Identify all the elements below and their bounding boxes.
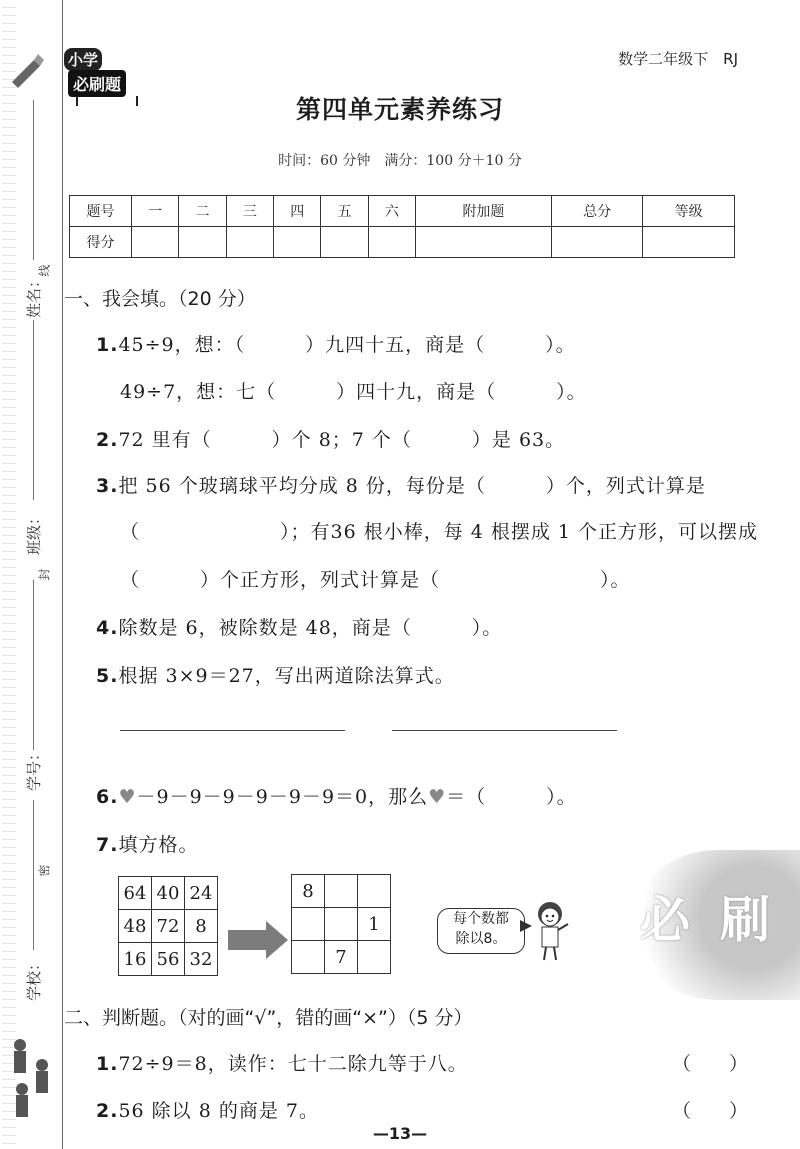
grid-cell: 1 xyxy=(358,908,391,941)
section2-heading: 二、判断题。（对的画“√”，错的画“×”）（5 分） xyxy=(64,1007,473,1029)
grid-cell: 56 xyxy=(152,943,185,976)
question-6 xyxy=(96,782,577,809)
judge-answer-paren[interactable]: （ ） xyxy=(672,1100,749,1122)
question-7 xyxy=(96,830,198,857)
margin-figures-decoration xyxy=(8,1025,56,1125)
question-5 xyxy=(96,661,455,688)
question-text: 根据 3×9＝27，写出两道除法算式。 xyxy=(118,665,455,687)
logo-line1: 小学 xyxy=(64,48,102,71)
score-table-header-row xyxy=(70,196,735,227)
question-number: 3. xyxy=(96,475,119,497)
hint-line1: 每个数都 xyxy=(453,911,509,927)
answer-line[interactable] xyxy=(120,730,345,731)
secret-mark: 密 xyxy=(37,864,52,877)
score-cell: 二 xyxy=(179,196,226,227)
question-2 xyxy=(96,425,565,452)
question-text: 72÷9＝8，读作：七十二除九等于八。 xyxy=(118,1053,468,1075)
question-text: 把 56 个玻璃球平均分成 8 份，每份是（ ）个，列式计算是 xyxy=(118,475,706,497)
boy-cartoon-icon xyxy=(528,898,574,962)
page-number: —13— xyxy=(372,1124,428,1143)
question-4 xyxy=(96,613,502,640)
heart-icon: ♥ xyxy=(428,786,447,808)
answer-number-grid xyxy=(291,874,391,974)
grid-cell: 72 xyxy=(152,910,185,943)
line-mark: 线 xyxy=(37,264,52,277)
score-input-cell[interactable] xyxy=(226,227,273,258)
grid-cell: 8 xyxy=(292,875,325,908)
grid-cell: 7 xyxy=(325,941,358,974)
grid-cell: 48 xyxy=(119,910,152,943)
question-text-end: ＝（ ）。 xyxy=(446,786,577,808)
right-arrow-head xyxy=(266,921,288,959)
grid-cell: 32 xyxy=(185,943,218,976)
score-cell: 一 xyxy=(132,196,179,227)
right-arrow-icon xyxy=(228,930,266,950)
question-text: 填方格。 xyxy=(118,834,199,856)
class-write-line xyxy=(33,320,34,500)
judge-question-1 xyxy=(96,1049,468,1076)
source-number-grid xyxy=(118,876,218,976)
watermark-text: 必刷 xyxy=(640,891,800,949)
score-input-cell[interactable] xyxy=(132,227,179,258)
score-cell: 三 xyxy=(226,196,273,227)
score-cell: 题号 xyxy=(70,196,132,227)
section1-heading: 一、我会填。（20 分） xyxy=(64,288,256,310)
score-table-score-row xyxy=(70,227,735,258)
grid-cell: 40 xyxy=(152,877,185,910)
grade-label: 数学二年级下 RJ xyxy=(618,50,738,68)
question-number: 2. xyxy=(96,429,119,451)
question-number: 2. xyxy=(96,1100,119,1122)
binding-margin-line xyxy=(62,0,63,1149)
score-cell: 总分 xyxy=(551,196,643,227)
pencil-icon xyxy=(8,48,48,88)
question-number: 1. xyxy=(96,1053,119,1075)
score-input-cell[interactable] xyxy=(179,227,226,258)
question-3-line1 xyxy=(96,471,706,498)
question-1a xyxy=(96,330,576,357)
score-input-cell[interactable] xyxy=(416,227,552,258)
grid-cell: 64 xyxy=(119,877,152,910)
name-label: 姓名： xyxy=(25,272,44,319)
grid-answer-cell[interactable] xyxy=(292,941,325,974)
score-cell: 六 xyxy=(368,196,415,227)
grid-answer-cell[interactable] xyxy=(292,908,325,941)
answer-line[interactable] xyxy=(392,730,617,731)
logo-line2: 必刷题 xyxy=(68,70,126,97)
school-label: 学校： xyxy=(25,955,44,1002)
score-cell: 等级 xyxy=(643,196,735,227)
exam-info: 时间：60 分钟 满分：100 分＋10 分 xyxy=(278,153,522,169)
page-title: 第四单元素养练习 xyxy=(295,95,504,124)
question-3-line2: （ ）；有36 根小棒，每 4 根摆成 1 个正方形，可以摆成 xyxy=(120,521,759,543)
score-table xyxy=(69,195,735,258)
score-input-cell[interactable] xyxy=(274,227,321,258)
judge-question-2 xyxy=(96,1096,319,1123)
question-1b: 49÷7，想：七（ ）四十九，商是（ ）。 xyxy=(120,381,587,403)
question-number: 4. xyxy=(96,617,119,639)
score-input-cell[interactable] xyxy=(321,227,368,258)
question-text: 45÷9，想：（ ）九四十五，商是（ ）。 xyxy=(118,334,576,356)
seal-mark: 封 xyxy=(37,568,52,581)
question-number: 6. xyxy=(96,786,119,808)
score-input-cell[interactable] xyxy=(368,227,415,258)
number-write-line xyxy=(33,580,34,750)
grid-answer-cell[interactable] xyxy=(358,875,391,908)
question-3-line3: （ ）个正方形，列式计算是（ ）。 xyxy=(120,569,631,591)
grid-cell: 24 xyxy=(185,877,218,910)
hint-line2: 除以8。 xyxy=(455,931,507,947)
grid-cell: 8 xyxy=(185,910,218,943)
grid-answer-cell[interactable] xyxy=(325,908,358,941)
question-number: 5. xyxy=(96,665,119,687)
hint-speech-bubble xyxy=(437,908,525,954)
question-text: 72 里有（ ）个 8；7 个（ ）是 63。 xyxy=(118,429,566,451)
grid-answer-cell[interactable] xyxy=(325,875,358,908)
score-cell: 五 xyxy=(321,196,368,227)
judge-answer-paren[interactable]: （ ） xyxy=(672,1053,749,1075)
score-input-cell[interactable] xyxy=(551,227,643,258)
score-input-cell[interactable] xyxy=(643,227,735,258)
question-number: 7. xyxy=(96,834,119,856)
grid-cell: 16 xyxy=(119,943,152,976)
school-write-line xyxy=(33,800,34,950)
heart-icon: ♥ xyxy=(118,786,137,808)
class-label: 班级： xyxy=(25,509,44,556)
score-cell: 得分 xyxy=(70,227,132,258)
question-text: 除数是 6，被除数是 48，商是（ ）。 xyxy=(118,617,503,639)
score-cell: 附加题 xyxy=(416,196,552,227)
binding-holes xyxy=(2,0,16,1149)
question-text: 56 除以 8 的商是 7。 xyxy=(118,1100,319,1122)
question-number: 1. xyxy=(96,334,119,356)
question-text: －9－9－9－9－9－9＝0，那么 xyxy=(136,786,429,808)
score-cell: 四 xyxy=(274,196,321,227)
grid-answer-cell[interactable] xyxy=(358,941,391,974)
student-number-label: 学号： xyxy=(25,745,44,792)
